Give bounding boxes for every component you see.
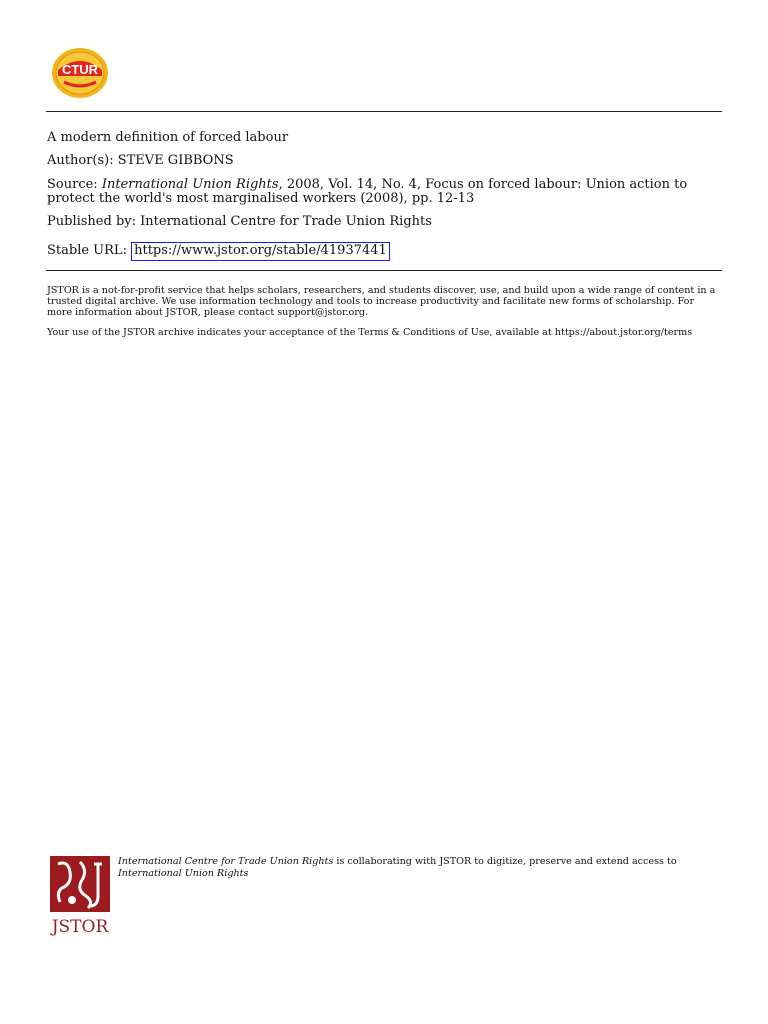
logo-text: CTUR	[61, 62, 99, 77]
publisher-line	[47, 215, 432, 229]
collab-journal: International Union Rights	[118, 868, 249, 879]
author-name: STEVE GIBBONS	[117, 153, 234, 168]
jstor-logo	[48, 856, 114, 936]
publisher-name: International Centre for Trade Union Rights	[140, 214, 432, 229]
stable-url-link[interactable]: https://www.jstor.org/stable/41937441	[131, 242, 390, 261]
stable-url-label: Stable URL:	[47, 243, 127, 258]
source-line	[47, 178, 722, 206]
source-details: , 2008, Vol. 14, No. 4, Focus on forced labour: Union action to protect the world's most marginalised workers (2008), pp. 12-13	[47, 177, 688, 206]
publisher-label: Published by:	[47, 214, 136, 229]
partner-name: International Centre for Trade Union Rights	[118, 856, 334, 867]
bottom-divider	[46, 270, 722, 271]
jstor-wordmark: JSTOR	[51, 917, 109, 936]
top-divider	[46, 111, 722, 112]
author-line	[47, 154, 234, 168]
stable-url-line	[47, 242, 390, 261]
article-title: A modern definition of forced labour	[47, 130, 289, 145]
ctur-logo	[50, 46, 110, 100]
author-label: Author(s):	[47, 153, 114, 168]
jstor-about-notice: JSTOR is a not-for-profit service that helps scholars, researchers, and students discover, use, and build upon a wide range of content in a trusted digital archive. We use information technology and tools to increase productivity and facilitate new forms of scholarship. For more information about JSTOR, please contact support@jstor.org.	[47, 285, 716, 318]
journal-name: International Union Rights	[101, 177, 279, 192]
source-label: Source:	[47, 177, 98, 192]
collaboration-statement	[118, 856, 718, 880]
terms-notice: Your use of the JSTOR archive indicates your acceptance of the Terms & Conditions of Use, available at https://about.jstor.org/terms	[47, 327, 693, 338]
collab-text: is collaborating with JSTOR to digitize, preserve and extend access to	[333, 856, 677, 867]
